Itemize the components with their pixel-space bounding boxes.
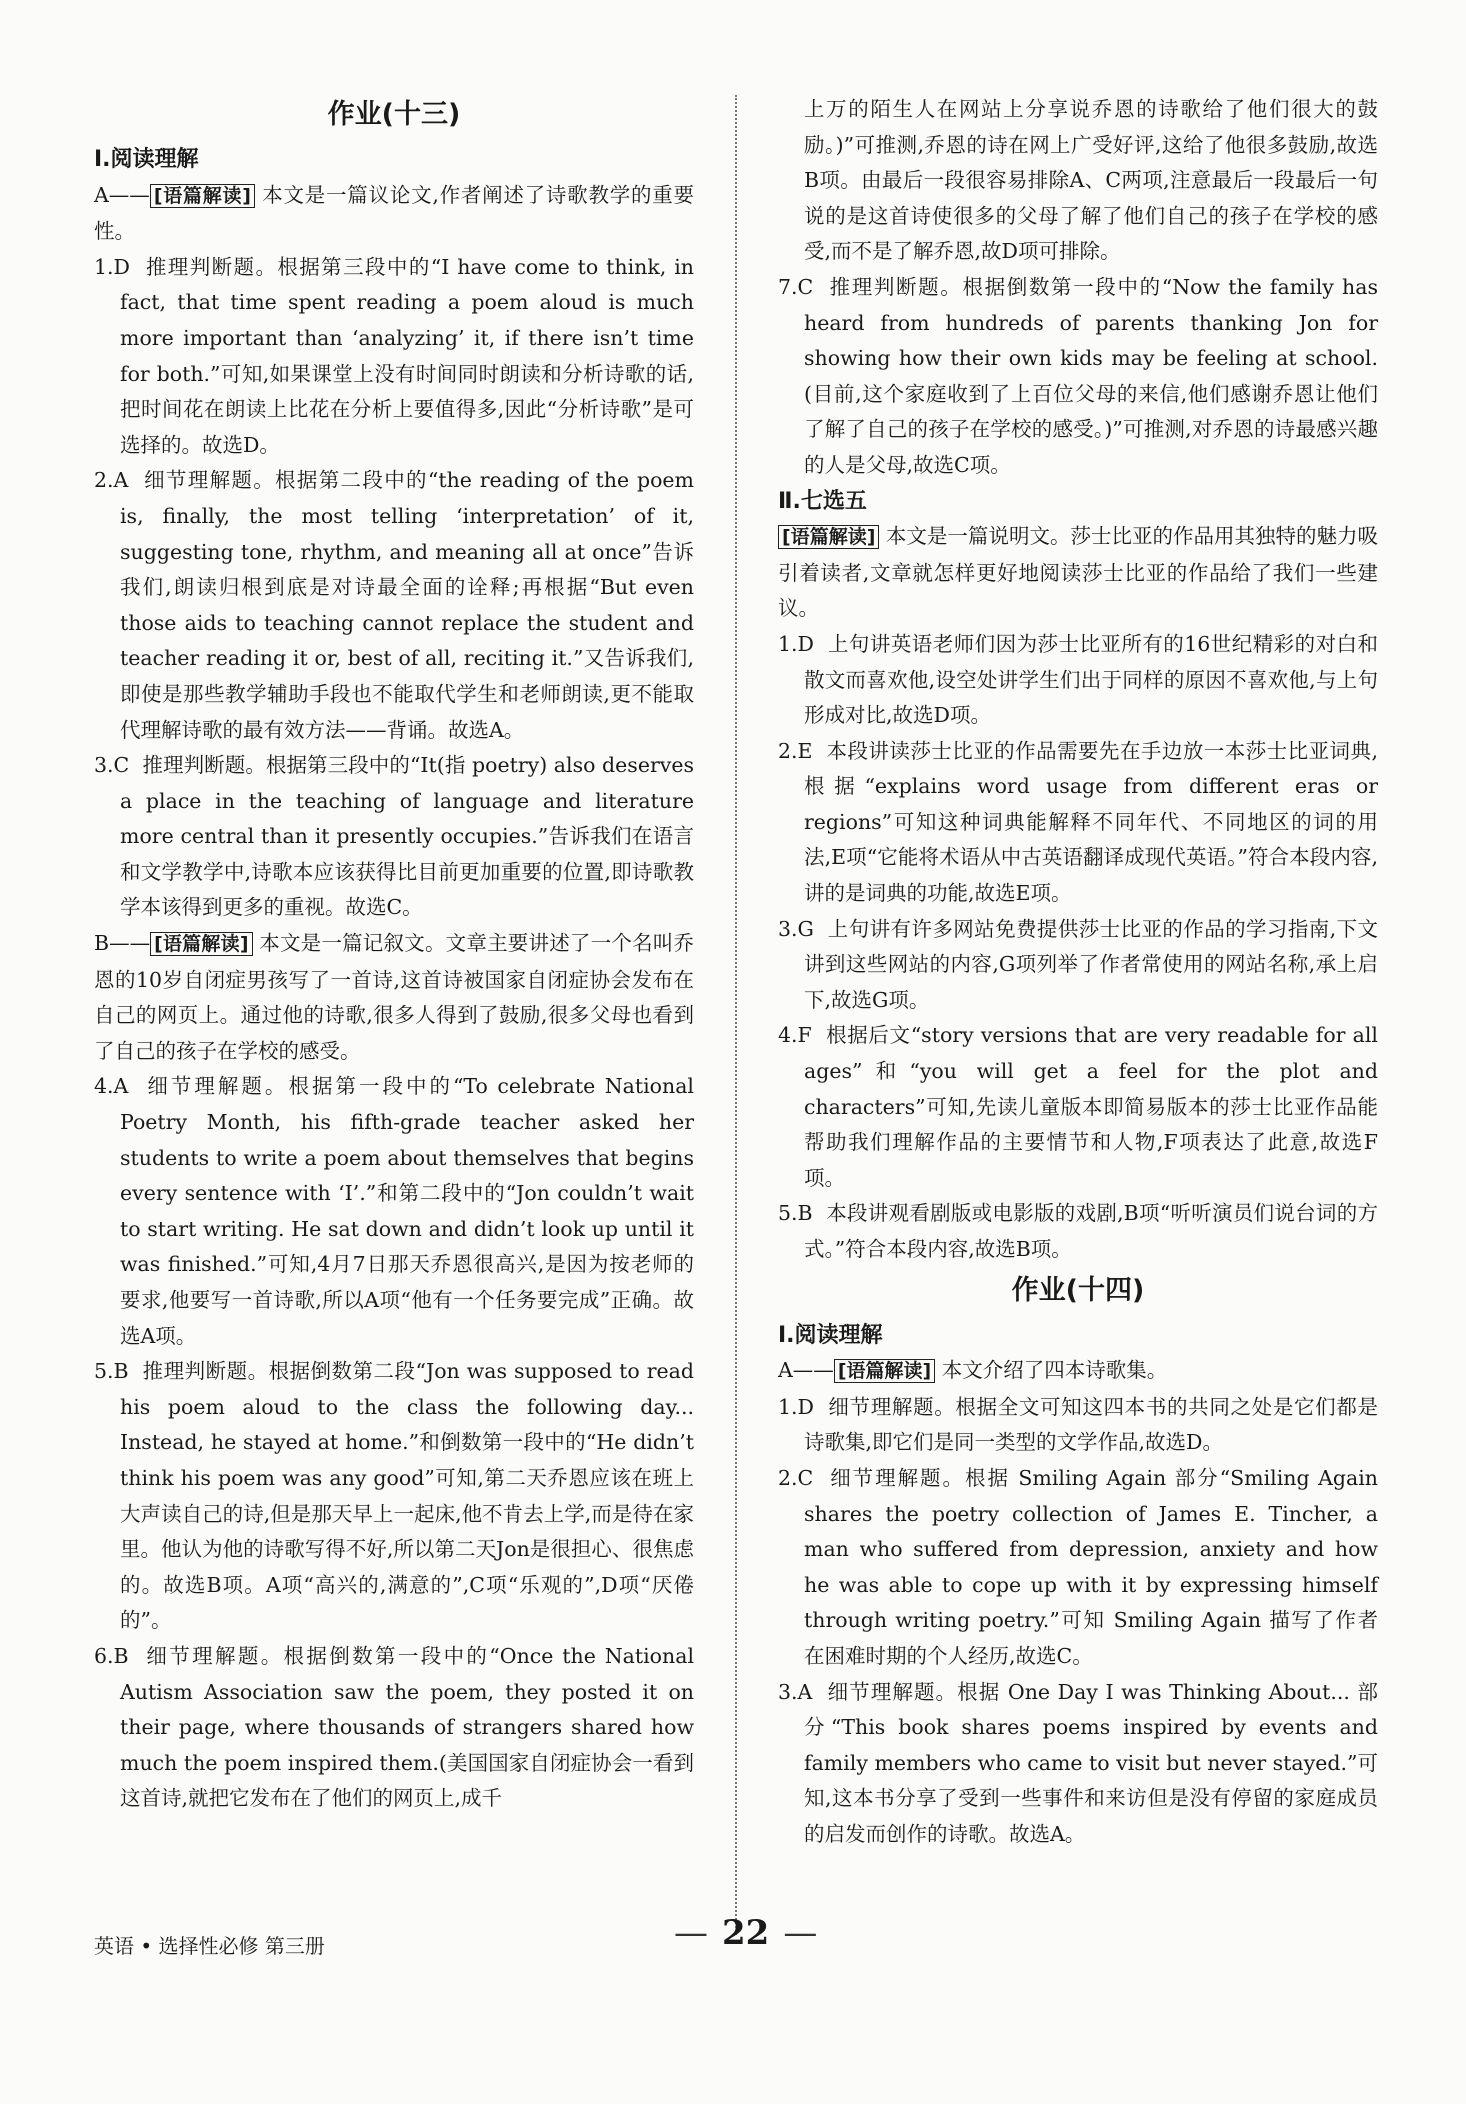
answer-number: 3.G: [778, 916, 814, 941]
passage-intro: [778, 519, 1378, 627]
passage-a-intro: [94, 178, 694, 250]
page-dash-left: —: [674, 1913, 708, 1953]
passage-lead: A——: [778, 1358, 834, 1383]
passage-intro-text: 本文是一篇说明文。莎士比亚的作品用其独特的魅力吸引着读者,文章就怎样更好地阅读莎士比亚的作品给了我们一些建议。: [778, 524, 1378, 621]
left-column: [94, 92, 694, 1817]
answer-item: [778, 912, 1378, 1019]
answer-number: 4.A: [94, 1074, 129, 1099]
answer-number: 6.B: [94, 1643, 129, 1668]
answer-item: [94, 1354, 694, 1639]
answer-text: 本段讲观看剧版或电影版的戏剧,B项“听听演员们说台词的方式。”符合本段内容,故选B项。: [804, 1201, 1378, 1261]
answer-text: 上句讲有许多网站免费提供莎士比亚的作品的学习指南,下文讲到这些网站的内容,G项列举了作者常使用的网站名称,承上启下,故选G项。: [804, 916, 1378, 1012]
passage-intro-text: 本文是一篇记叙文。文章主要讲述了一个名叫乔恩的10岁自闭症男孩写了一首诗,这首诗被国家自闭症协会发布在自己的网页上。通过他的诗歌,很多人得到了鼓励,很多父母也看到了自己的孩子在学校的感受。: [94, 931, 694, 1063]
answer-item: [778, 1196, 1378, 1267]
passage-lead: B——: [94, 931, 151, 956]
answer-number: 1.D: [778, 631, 814, 656]
section-seven-choose-five: Ⅱ.七选五: [778, 488, 867, 514]
answer-text: 推理判断题。根据倒数第一段中的“Now the family has heard from hundreds of parents thanking Jon for showing how their own kids may be feeling at school.(目前,这个家庭收到了上百位父母的来信,他们感谢乔恩让他们了解了自己的孩子在学校的感受。)”可推测,对乔恩的诗最感兴趣的人是父母,故选C项。: [804, 274, 1378, 477]
answer-item: [778, 1390, 1378, 1461]
answer-text: 细节理解题。根据倒数第一段中的“Once the National Autism Association saw the poem, they posted it on their page, where thousands of strangers shared how much the poem inspired them.(美国国家自闭症协会一看到这首诗,就把它发布在了他们的网页上,成千: [120, 1643, 694, 1811]
answer-number: 2.C: [778, 1465, 814, 1490]
answer-text: 细节理解题。根据全文可知这四本书的共同之处是它们都是诗歌集,即它们是同一类型的文学作品,故选D。: [804, 1394, 1378, 1455]
answer-item: [778, 734, 1378, 912]
right-column: [778, 92, 1378, 1853]
answer-number: 1.D: [778, 1394, 814, 1419]
answer-item: [778, 1675, 1378, 1853]
answer-number: 7.C: [778, 274, 814, 299]
answer-text: 细节理解题。根据第一段中的“To celebrate National Poetry Month, his fifth-grade teacher asked her students to write a poem about themselves that begins every sentence with ‘I’.”和第二段中的“Jon couldn’t wait to start writing. He sat down and didn’t look up until it was finished.”可知,4月7日那天乔恩很高兴,是因为按老师的要求,他要写一首诗歌,所以A项“他有一个任务要完成”正确。故选A项。: [120, 1074, 694, 1348]
passage-tag: [语篇解读]: [778, 525, 879, 549]
answer-item: [778, 270, 1378, 484]
answer-continuation: 上万的陌生人在网站上分享说乔恩的诗歌给了他们很大的鼓励。)”可推测,乔恩的诗在网上广受好评,这给了他很多鼓励,故选B项。由最后一段很容易排除A、C两项,注意最后一段最后一句说的是这首诗使很多的父母了解了他们自己的孩子在学校的感受,而不是了解乔恩,故D项可排除。: [804, 97, 1378, 264]
answer-number: 5.B: [778, 1201, 813, 1226]
answer-number: 1.D: [94, 254, 130, 279]
passage-tag: [语篇解读]: [150, 932, 252, 956]
answer-item: [94, 748, 694, 926]
passage-a-intro: [778, 1353, 1378, 1390]
page-number-block: [660, 1913, 831, 1953]
assignment-13-title: 作业(十三): [327, 99, 461, 130]
passage-intro-text: 本文介绍了四本诗歌集。: [941, 1358, 1168, 1383]
answer-text: 根据后文“story versions that are very readable for all ages”和“you will get a feel for the plot and characters”可知,先读儿童版本即简易版本的莎士比亚作品能帮助我们理解作品的主要情节和人物,F项表达了此意,故选F项。: [804, 1023, 1378, 1190]
page-number: 22: [722, 1913, 770, 1953]
answer-item: [94, 1639, 694, 1817]
answer-item: [94, 463, 694, 748]
answer-number: 2.E: [778, 738, 813, 763]
page-dash-right: —: [783, 1913, 818, 1953]
answer-text: 细节理解题。根据第二段中的“the reading of the poem is, finally, the most telling ‘interpretation’ of it, suggesting tone, rhythm, and meaning all at once”告诉我们,朗读归根到底是对诗最全面的诠释;再根据“But even those aids to teaching cannot replace the student and teacher reading it or, best of all, reciting it.”又告诉我们,即使是那些教学辅助手段也不能取代学生和老师朗读,更不能取代理解诗歌的最有效方法——背诵。故选A。: [120, 468, 694, 742]
column-divider: [735, 95, 737, 1935]
answer-number: 4.F: [778, 1023, 812, 1048]
answer-item: [778, 1018, 1378, 1196]
answer-number: 3.A: [778, 1679, 813, 1704]
answer-number: 5.B: [94, 1359, 129, 1384]
section-reading-comprehension: Ⅰ.阅读理解: [778, 1322, 883, 1348]
answer-text: 上句讲英语老师们因为莎士比亚所有的16世纪精彩的对白和散文而喜欢他,设空处讲学生们出于同样的原因不喜欢他,与上句形成对比,故选D项。: [804, 631, 1378, 728]
answer-item: [778, 1461, 1378, 1675]
answer-text: 细节理解题。根据 One Day I was Thinking About... 部分“This book shares poems inspired by events and family members who came to visit but never stayed.”可知,这本书分享了受到一些事件和来访但是没有停留的家庭成员的启发而创作的诗歌。故选A。: [804, 1679, 1378, 1846]
answer-text: 推理判断题。根据第三段中的“I have come to think, in fact, that time spent reading a poem aloud is much more important than ‘analyzing’ it, if there isn’t time for both.”可知,如果课堂上没有时间同时朗读和分析诗歌的话,把时间花在朗读上比花在分析上要值得多,因此“分析诗歌”是可选择的。故选D。: [120, 254, 694, 457]
passage-b-intro: [94, 926, 694, 1069]
answer-text: 推理判断题。根据倒数第二段“Jon was supposed to read his poem aloud to the class the following day... Instead, he stayed at home.”和倒数第一段中的“He didn’t think his poem was any good”可知,第二天乔恩应该在班上大声读自己的诗,但是那天早上一起床,他不肯去上学,而是待在家里。他认为他的诗歌写得不好,所以第二天Jon是很担心、很焦虑的。故选B项。A项“高兴的,满意的”,C项“乐观的”,D项“厌倦的”。: [120, 1359, 694, 1633]
book-title: 英语 • 选择性必修 第三册: [94, 1934, 325, 1958]
answer-item: [94, 250, 694, 464]
answer-number: 3.C: [94, 753, 130, 778]
answer-item: [94, 1069, 694, 1354]
section-reading-comprehension: Ⅰ.阅读理解: [94, 147, 199, 172]
answer-item: [778, 627, 1378, 734]
passage-tag: [语篇解读]: [150, 184, 255, 208]
passage-lead: A——: [94, 182, 150, 207]
assignment-14-title: 作业(十四): [1011, 1274, 1145, 1306]
answer-text: 本段讲读莎士比亚的作品需要先在手边放一本莎士比亚词典,根据“explains word usage from different eras or regions”可知这种词典能解释不同年代、不同地区的词的用法,E项“它能将术语从中古英语翻译成现代英语。”符合本段内容,讲的是词典的功能,故选E项。: [804, 738, 1378, 906]
answer-text: 细节理解题。根据 Smiling Again 部分“Smiling Again shares the poetry collection of James E. Tincher, a man who suffered from depression, anxiety and how he was able to cope up with it by expressing himself through writing poetry.”可知 Smiling Again 描写了作者在困难时期的个人经历,故选C。: [804, 1465, 1378, 1668]
passage-tag: [语篇解读]: [834, 1359, 935, 1383]
passage-intro-text: 本文是一篇议论文,作者阐述了诗歌教学的重要性。: [94, 182, 694, 244]
answer-text: 推理判断题。根据第三段中的“It(指 poetry) also deserves a place in the teaching of language and literature more central than it presently occupies.”告诉我们在语言和文学教学中,诗歌本应该获得比目前更加重要的位置,即诗歌教学本该得到更多的重视。故选C。: [120, 753, 694, 920]
answer-number: 2.A: [94, 468, 129, 493]
